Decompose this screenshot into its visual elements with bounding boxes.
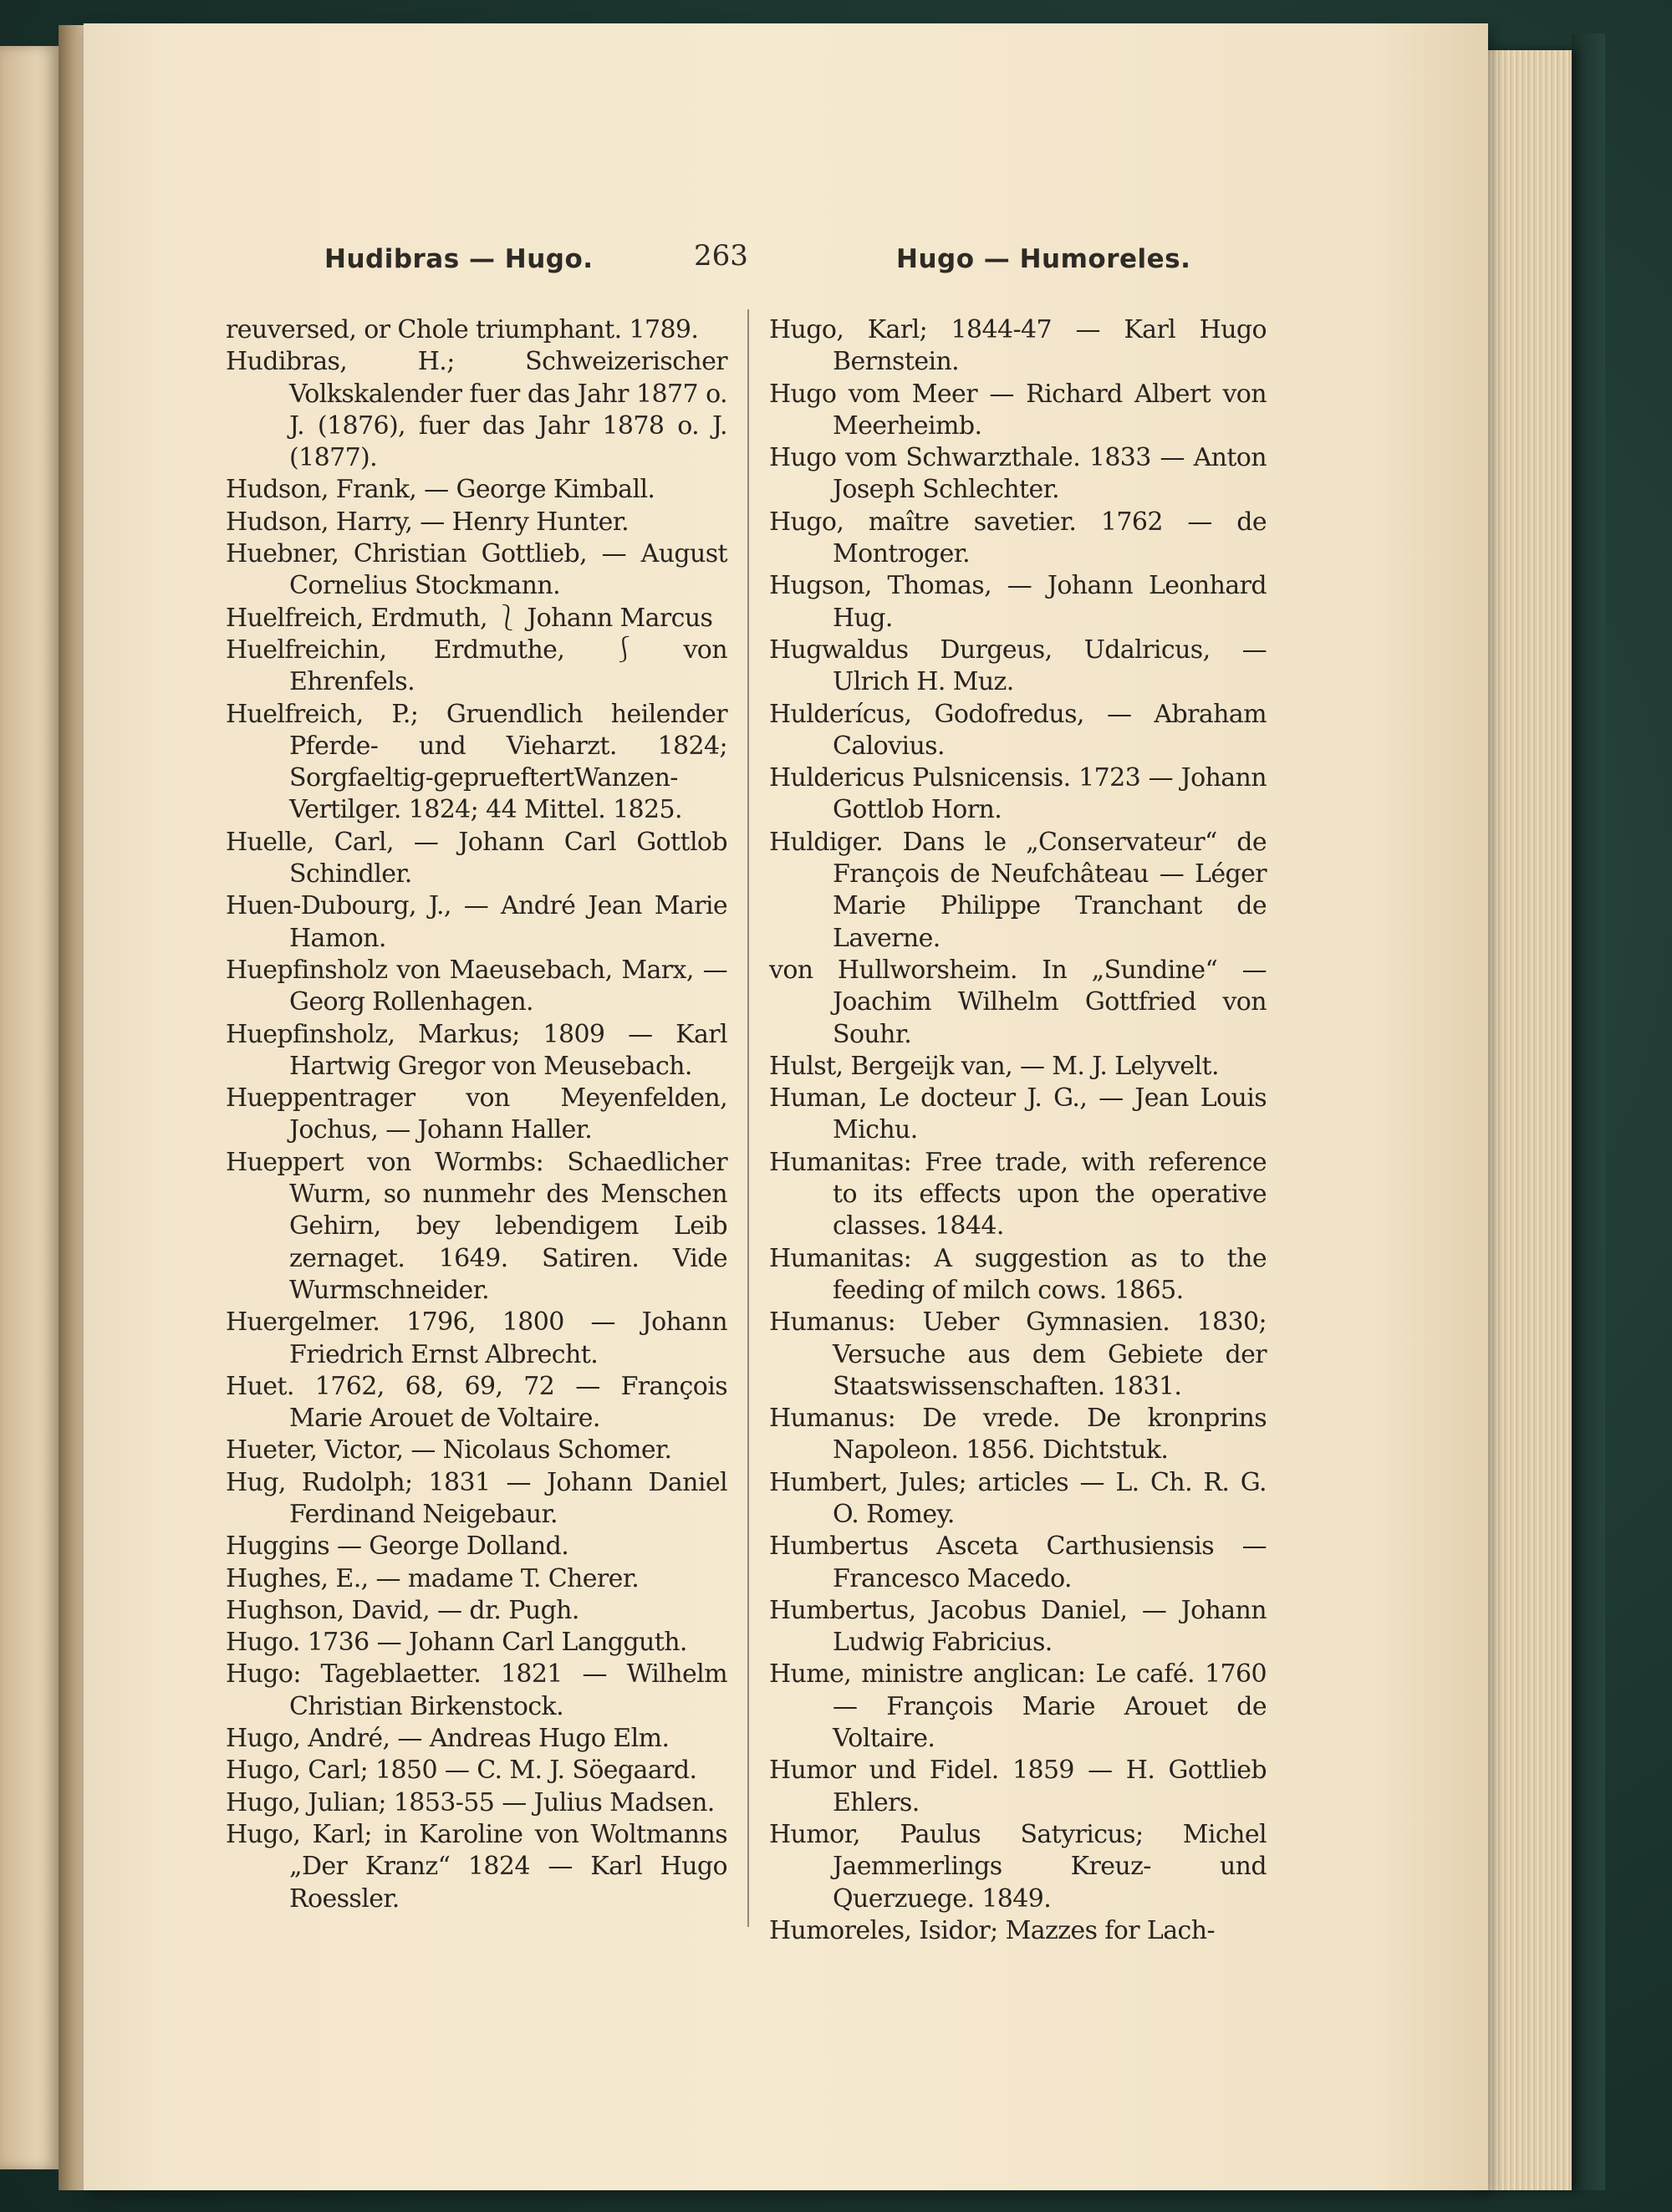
entry: Hugo, André, — Andreas Hugo Elm.	[226, 1724, 670, 1754]
entry: reuversed, or Chole triumphant. 1789.	[226, 315, 699, 344]
entry: Hugo, Carl; 1850 — C. M. J. Söegaard.	[226, 1756, 697, 1786]
entry: Humbertus Asceta Carthusiensis — Francesco Macedo.	[769, 1532, 1267, 1593]
entry: Hume, ministre anglican: Le café. 1760 — François Marie Arouet de Voltaire.	[769, 1659, 1267, 1754]
entry: Hugo, Karl; 1844-47 — Karl Hugo Bernstein.	[769, 315, 1267, 377]
entry: von Hullworsheim. In „Sundine“ — Joachim Wilhelm Gottfried von Souhr.	[769, 955, 1267, 1049]
entry: Huelfreich, P.; Gruendlich heilender Pferde- und Vieharzt. 1824; Sorgfaeltig-geprueftertWanzen-Vertilger. 1824; 44 Mittel. 1825.	[226, 699, 727, 825]
entry: Huergelmer. 1796, 1800 — Johann Friedrich Ernst Albrecht.	[226, 1307, 727, 1369]
entry: Humor, Paulus Satyricus; Michel Jaemmerlings Kreuz- und Querzuege. 1849.	[769, 1819, 1267, 1914]
entry: Human, Le docteur J. G., — Jean Louis Michu.	[769, 1083, 1267, 1145]
entry: Hueppentrager von Meyenfelden, Jochus, — Johann Haller.	[226, 1083, 727, 1145]
entry: Hugo. 1736 — Johann Carl Langguth.	[226, 1628, 687, 1658]
entry: Huebner, Christian Gottlieb, — August Cornelius Stockmann.	[226, 539, 727, 601]
entry: Hugo vom Schwarzthale. 1833 — Anton Joseph Schlechter.	[769, 443, 1267, 505]
entry: Hulderícus, Godofredus, — Abraham Calovius.	[769, 699, 1267, 761]
entry: Hulst, Bergeijk van, — M. J. Lelyvelt.	[769, 1051, 1219, 1081]
entry: Huepfinsholz, Markus; 1809 — Karl Hartwig Gregor von Meusebach.	[226, 1019, 727, 1081]
entry: Humanus: Ueber Gymnasien. 1830; Versuche aus dem Gebiete der Staatswissenschaften. 1831.	[769, 1307, 1267, 1401]
column-divider	[747, 309, 749, 1927]
entry: Hugo, Karl; in Karoline von Woltmanns „Der Kranz“ 1824 — Karl Hugo Roessler.	[226, 1819, 727, 1914]
entry: Humbert, Jules; articles — L. Ch. R. G. O. Romey.	[769, 1467, 1267, 1529]
entry: Hugo, maître savetier. 1762 — de Montroger.	[769, 507, 1267, 569]
entry: Hugo vom Meer — Richard Albert von Meerheimb.	[769, 379, 1267, 441]
entry: Huelfreich, Erdmuth, ⎱ Johann Marcus	[226, 603, 713, 633]
cover-edge	[1572, 33, 1605, 2190]
entry: Hugo, Julian; 1853-55 — Julius Madsen.	[226, 1787, 715, 1817]
entry: Huelfreichin, Erdmuthe, ⎰ von Ehrenfels.	[226, 635, 727, 697]
entry: Hueppert von Wormbs: Schaedlicher Wurm, so nunmehr des Menschen Gehirn, bey lebendigem Leib zernaget. 1649. Satiren. Vide Wurmschneider.	[226, 1147, 727, 1305]
entry: Humanitas: A suggestion as to the feeding of milch cows. 1865.	[769, 1243, 1267, 1305]
entry: Hueter, Victor, — Nicolaus Schomer.	[226, 1435, 672, 1465]
entry: Huelle, Carl, — Johann Carl Gottlob Schindler.	[226, 827, 727, 889]
entry: Humanitas: Free trade, with reference to its effects upon the operative classes. 1844.	[769, 1147, 1267, 1241]
entry: Humor und Fidel. 1859 — H. Gottlieb Ehlers.	[769, 1756, 1267, 1817]
entry: Hugwaldus Durgeus, Udalricus, — Ulrich H. Muz.	[769, 635, 1267, 697]
entry: Huldericus Pulsnicensis. 1723 — Johann Gottlob Horn.	[769, 763, 1267, 825]
entry: Hudson, Harry, — Henry Hunter.	[226, 507, 630, 537]
entry: Huldiger. Dans le „Conservateur“ de François de Neufchâteau — Léger Marie Philippe Tranchant de Laverne.	[769, 827, 1267, 953]
entry: Hugo: Tageblaetter. 1821 — Wilhelm Christian Birkenstock.	[226, 1659, 727, 1721]
entry: Hughes, E., — madame T. Cherer.	[226, 1563, 640, 1593]
entry: Hug, Rudolph; 1831 — Johann Daniel Ferdinand Neigebaur.	[226, 1467, 727, 1529]
entry: Hudson, Frank, — George Kimball.	[226, 475, 655, 505]
entry: Humbertus, Jacobus Daniel, — Johann Ludwig Fabricius.	[769, 1595, 1267, 1658]
entry: Huepfinsholz von Maeusebach, Marx, — Georg Rollenhagen.	[226, 955, 727, 1017]
right-column	[769, 314, 1267, 1947]
entry: Hughson, David, — dr. Pugh.	[226, 1595, 579, 1625]
running-head-right: Hugo — Humoreles.	[896, 244, 1191, 274]
facing-page-edge	[0, 46, 59, 2169]
entry: Huet. 1762, 68, 69, 72 — François Marie Arouet de Voltaire.	[226, 1371, 727, 1434]
entry: Humanus: De vrede. De kronprins Napoleon. 1856. Dichtstuk.	[769, 1404, 1267, 1465]
page-number: 263	[694, 239, 748, 273]
entry: Humoreles, Isidor; Mazzes for Lach-	[769, 1915, 1216, 1945]
entry: Hudibras, H.; Schweizerischer Volkskalender fuer das Jahr 1877 o. J. (1876), fuer das Jahr 1878 o. J. (1877).	[226, 347, 727, 473]
entry: Huen-Dubourg, J., — André Jean Marie Hamon.	[226, 891, 727, 953]
entry: Hugson, Thomas, — Johann Leonhard Hug.	[769, 571, 1267, 633]
left-column	[226, 314, 727, 1915]
running-head-left: Hudibras — Hugo.	[324, 244, 594, 274]
entry: Huggins — George Dolland.	[226, 1532, 569, 1562]
